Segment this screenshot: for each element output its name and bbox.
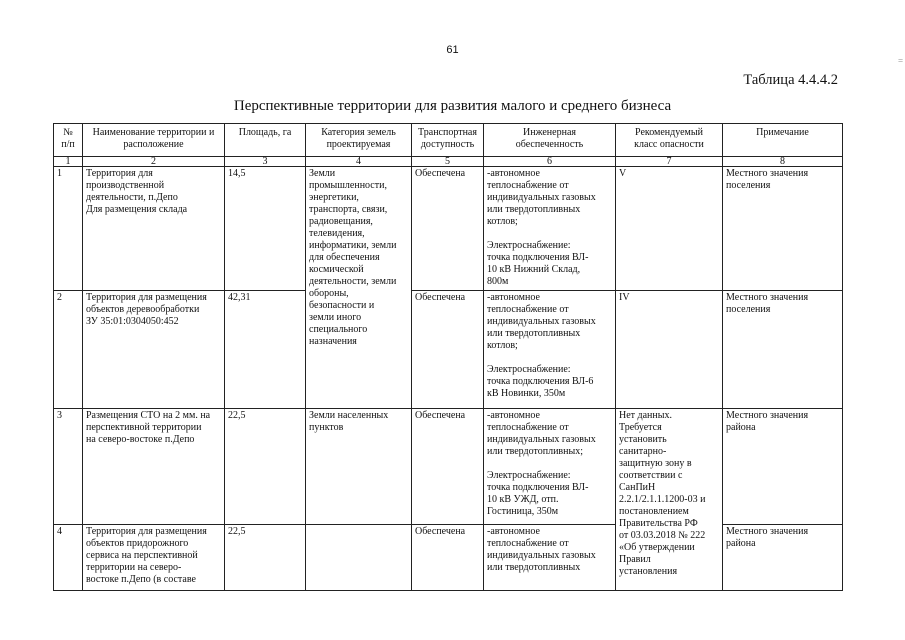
note: Местного значения района: [723, 409, 843, 525]
header-cell: Рекомендуемый класс опасности: [616, 124, 723, 157]
column-number: 3: [225, 157, 306, 167]
land-category: [306, 525, 412, 591]
column-number: 7: [616, 157, 723, 167]
column-number: 4: [306, 157, 412, 167]
engineering-supply: -автономное теплоснабжение от индивидуальных газовых или твердотопливных: [484, 525, 616, 591]
row-number: 1: [54, 167, 83, 291]
header-row: [54, 124, 843, 157]
header-cell: Инженерная обеспеченность: [484, 124, 616, 157]
header-cell: Примечание: [723, 124, 843, 157]
row-number: 4: [54, 525, 83, 591]
engineering-supply: -автономное теплоснабжение от индивидуальных газовых или твердотопливных котлов; Электроснабжение: точка подключения ВЛ-6 кВ Новинки, 350м: [484, 291, 616, 409]
column-number: 1: [54, 157, 83, 167]
table-title: Перспективные территории для развития малого и среднего бизнеса: [233, 98, 672, 114]
transport-access: Обеспечена: [412, 167, 484, 291]
area-value: 14,5: [225, 167, 306, 291]
hazard-class: Нет данных. Требуется установить санитарно- защитную зону в соответствии с СанПиН 2.2.1/2.1.1.1200-03 и постановлением Правительства РФ от 03.03.2018 № 222 «Об утверждении Правил установления: [616, 409, 723, 591]
header-cell: Транспортная доступность: [412, 124, 484, 157]
territory-name: Размещения СТО на 2 мм. на перспективной территории на северо-востоке п.Депо: [83, 409, 225, 525]
table-label: Таблица 4.4.4.2: [743, 72, 838, 88]
territory-name: Территория для размещения объектов придорожного сервиса на перспективной территории на северо- востоке п.Депо (в составе: [83, 525, 225, 591]
table-row: [54, 409, 843, 525]
land-category: Земли населенных пунктов: [306, 409, 412, 525]
note: Местного значения района: [723, 525, 843, 591]
note: Местного значения поселения: [723, 291, 843, 409]
territory-name: Территория для размещения объектов деревообработки ЗУ 35:01:0304050:452: [83, 291, 225, 409]
table-row: [54, 525, 843, 591]
area-value: 22,5: [225, 525, 306, 591]
header-cell: Площадь, га: [225, 124, 306, 157]
note: Местного значения поселения: [723, 167, 843, 291]
hazard-class: V: [616, 167, 723, 291]
transport-access: Обеспечена: [412, 525, 484, 591]
hazard-class: IV: [616, 291, 723, 409]
column-number: 2: [83, 157, 225, 167]
area-value: 22,5: [225, 409, 306, 525]
territory-name: Территория для производственной деятельности, п.Депо Для размещения склада: [83, 167, 225, 291]
row-number: 2: [54, 291, 83, 409]
edge-mark: =: [898, 56, 904, 66]
transport-access: Обеспечена: [412, 409, 484, 525]
land-category: Земли промышленности, энергетики, транспорта, связи, радиовещания, телевидения, информатики, земли для обеспечения космической деятельности, земли обороны, безопасности и земли иного специального назначения: [306, 167, 412, 409]
header-cell: Категория земель проектируемая: [306, 124, 412, 157]
column-number: 5: [412, 157, 484, 167]
header-cell: № п/п: [54, 124, 83, 157]
column-number: 8: [723, 157, 843, 167]
header-cell: Наименование территории и расположение: [83, 124, 225, 157]
area-value: 42,31: [225, 291, 306, 409]
business-territories-table: [53, 123, 843, 591]
row-number: 3: [54, 409, 83, 525]
column-number: 6: [484, 157, 616, 167]
engineering-supply: -автономное теплоснабжение от индивидуальных газовых или твердотопливных котлов; Электроснабжение: точка подключения ВЛ- 10 кВ Нижний Склад, 800м: [484, 167, 616, 291]
engineering-supply: -автономное теплоснабжение от индивидуальных газовых или твердотопливных; Электроснабжение: точка подключения ВЛ- 10 кВ УЖД, отп. Гостиница, 350м: [484, 409, 616, 525]
page-number: 61: [446, 44, 459, 56]
transport-access: Обеспечена: [412, 291, 484, 409]
table-row: [54, 167, 843, 291]
table-row: [54, 291, 843, 409]
column-number-row: [54, 157, 843, 167]
